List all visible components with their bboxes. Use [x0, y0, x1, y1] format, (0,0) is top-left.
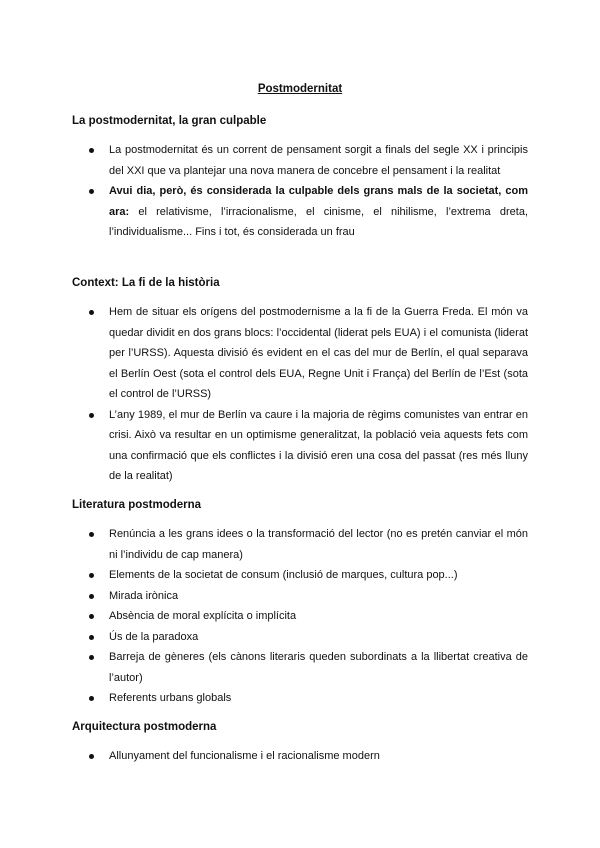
list-item: [88, 586, 528, 607]
bullet-list-literatura: [88, 524, 528, 709]
list-item: [88, 688, 528, 709]
list-item-text: Referents urbans globals: [109, 692, 232, 704]
section-heading-arquitectura: Arquitectura postmoderna: [72, 721, 217, 733]
list-item: [88, 746, 528, 767]
list-item-text: Ús de la paradoxa: [109, 630, 199, 643]
list-item-text: Absència de moral explícita o implícita: [109, 610, 297, 622]
bullet-icon: [89, 413, 94, 418]
bullet-icon: [89, 594, 94, 599]
section-heading-context: Context: La fi de la història: [72, 277, 220, 289]
bullet-list-context: [88, 302, 528, 487]
list-item-bold-lead: Avui dia, però, és considerada la culpable dels grans mals de la societat, com ara:: [109, 185, 528, 218]
bullet-list-postmodernitat: [88, 140, 528, 243]
list-item-text: Allunyament del funcionalisme i el racionalisme modern: [109, 750, 380, 762]
list-item: [88, 524, 528, 565]
list-item-text: Barreja de gèneres (els cànons literaris queden subordinats a la llibertat creativa de l’autor): [109, 651, 528, 684]
list-item-text: Elements de la societat de consum (inclusió de marques, cultura pop...): [109, 569, 458, 581]
bullet-icon: [89, 532, 94, 537]
bullet-icon: [89, 189, 94, 194]
bullet-icon: [89, 148, 94, 153]
list-item: [88, 181, 528, 243]
bullet-icon: [89, 754, 94, 759]
bullet-icon: [89, 310, 94, 315]
list-item: [88, 565, 528, 586]
list-item: [88, 405, 528, 487]
list-item: [88, 302, 528, 405]
page-title: Postmodernitat: [257, 83, 343, 95]
bullet-icon: [89, 635, 94, 640]
bullet-icon: [89, 614, 94, 619]
list-item: [88, 627, 528, 648]
section-heading-postmodernitat: La postmodernitat, la gran culpable: [72, 115, 267, 127]
list-item-text: Hem de situar els orígens del postmodernisme a la fi de la Guerra Freda. El món va quedar dividit en dos grans blocs: l’occidental (liderat pels EUA) i el comunista (liderat per l’URSS). Aquesta divisió és evident en el cas del mur de Berlín, el qual separava el Berlín Oest (sota el control dels EUA, Regne Unit i França) del Berlín de l’Est (sota el control de l’URSS): [109, 306, 528, 400]
list-item-text: Renúncia a les grans idees o la transformació del lector (no es pretén canviar el món ni l’individu de cap manera): [109, 528, 528, 561]
list-item: [88, 647, 528, 688]
list-item-text: L’any 1989, el mur de Berlín va caure i la majoria de règims comunistes van entrar en crisi. Això va resultar en un optimisme generalitzat, la població veia aquests fets com una confirmació que els conflictes i la divisió eren una cosa del passat (res més lluny de la realitat): [109, 408, 528, 482]
list-item: [88, 606, 528, 627]
bullet-icon: [89, 573, 94, 578]
section-heading-literatura: Literatura postmoderna: [72, 499, 202, 511]
bullet-icon: [89, 696, 94, 701]
list-item-text: Mirada irònica: [109, 589, 179, 602]
list-item: [88, 140, 528, 181]
bullet-list-arquitectura: [88, 746, 528, 767]
list-item-text: La postmodernitat és un corrent de pensament sorgit a finals del segle XX i principis del XXI que va plantejar una nova manera de concebre el pensament i la realitat: [109, 144, 528, 177]
bullet-icon: [89, 655, 94, 660]
list-item-text: el relativisme, l’irracionalisme, el cinisme, el nihilisme, l’extrema dreta, l’individualisme... Fins i tot, és considerada un frau: [109, 205, 528, 238]
